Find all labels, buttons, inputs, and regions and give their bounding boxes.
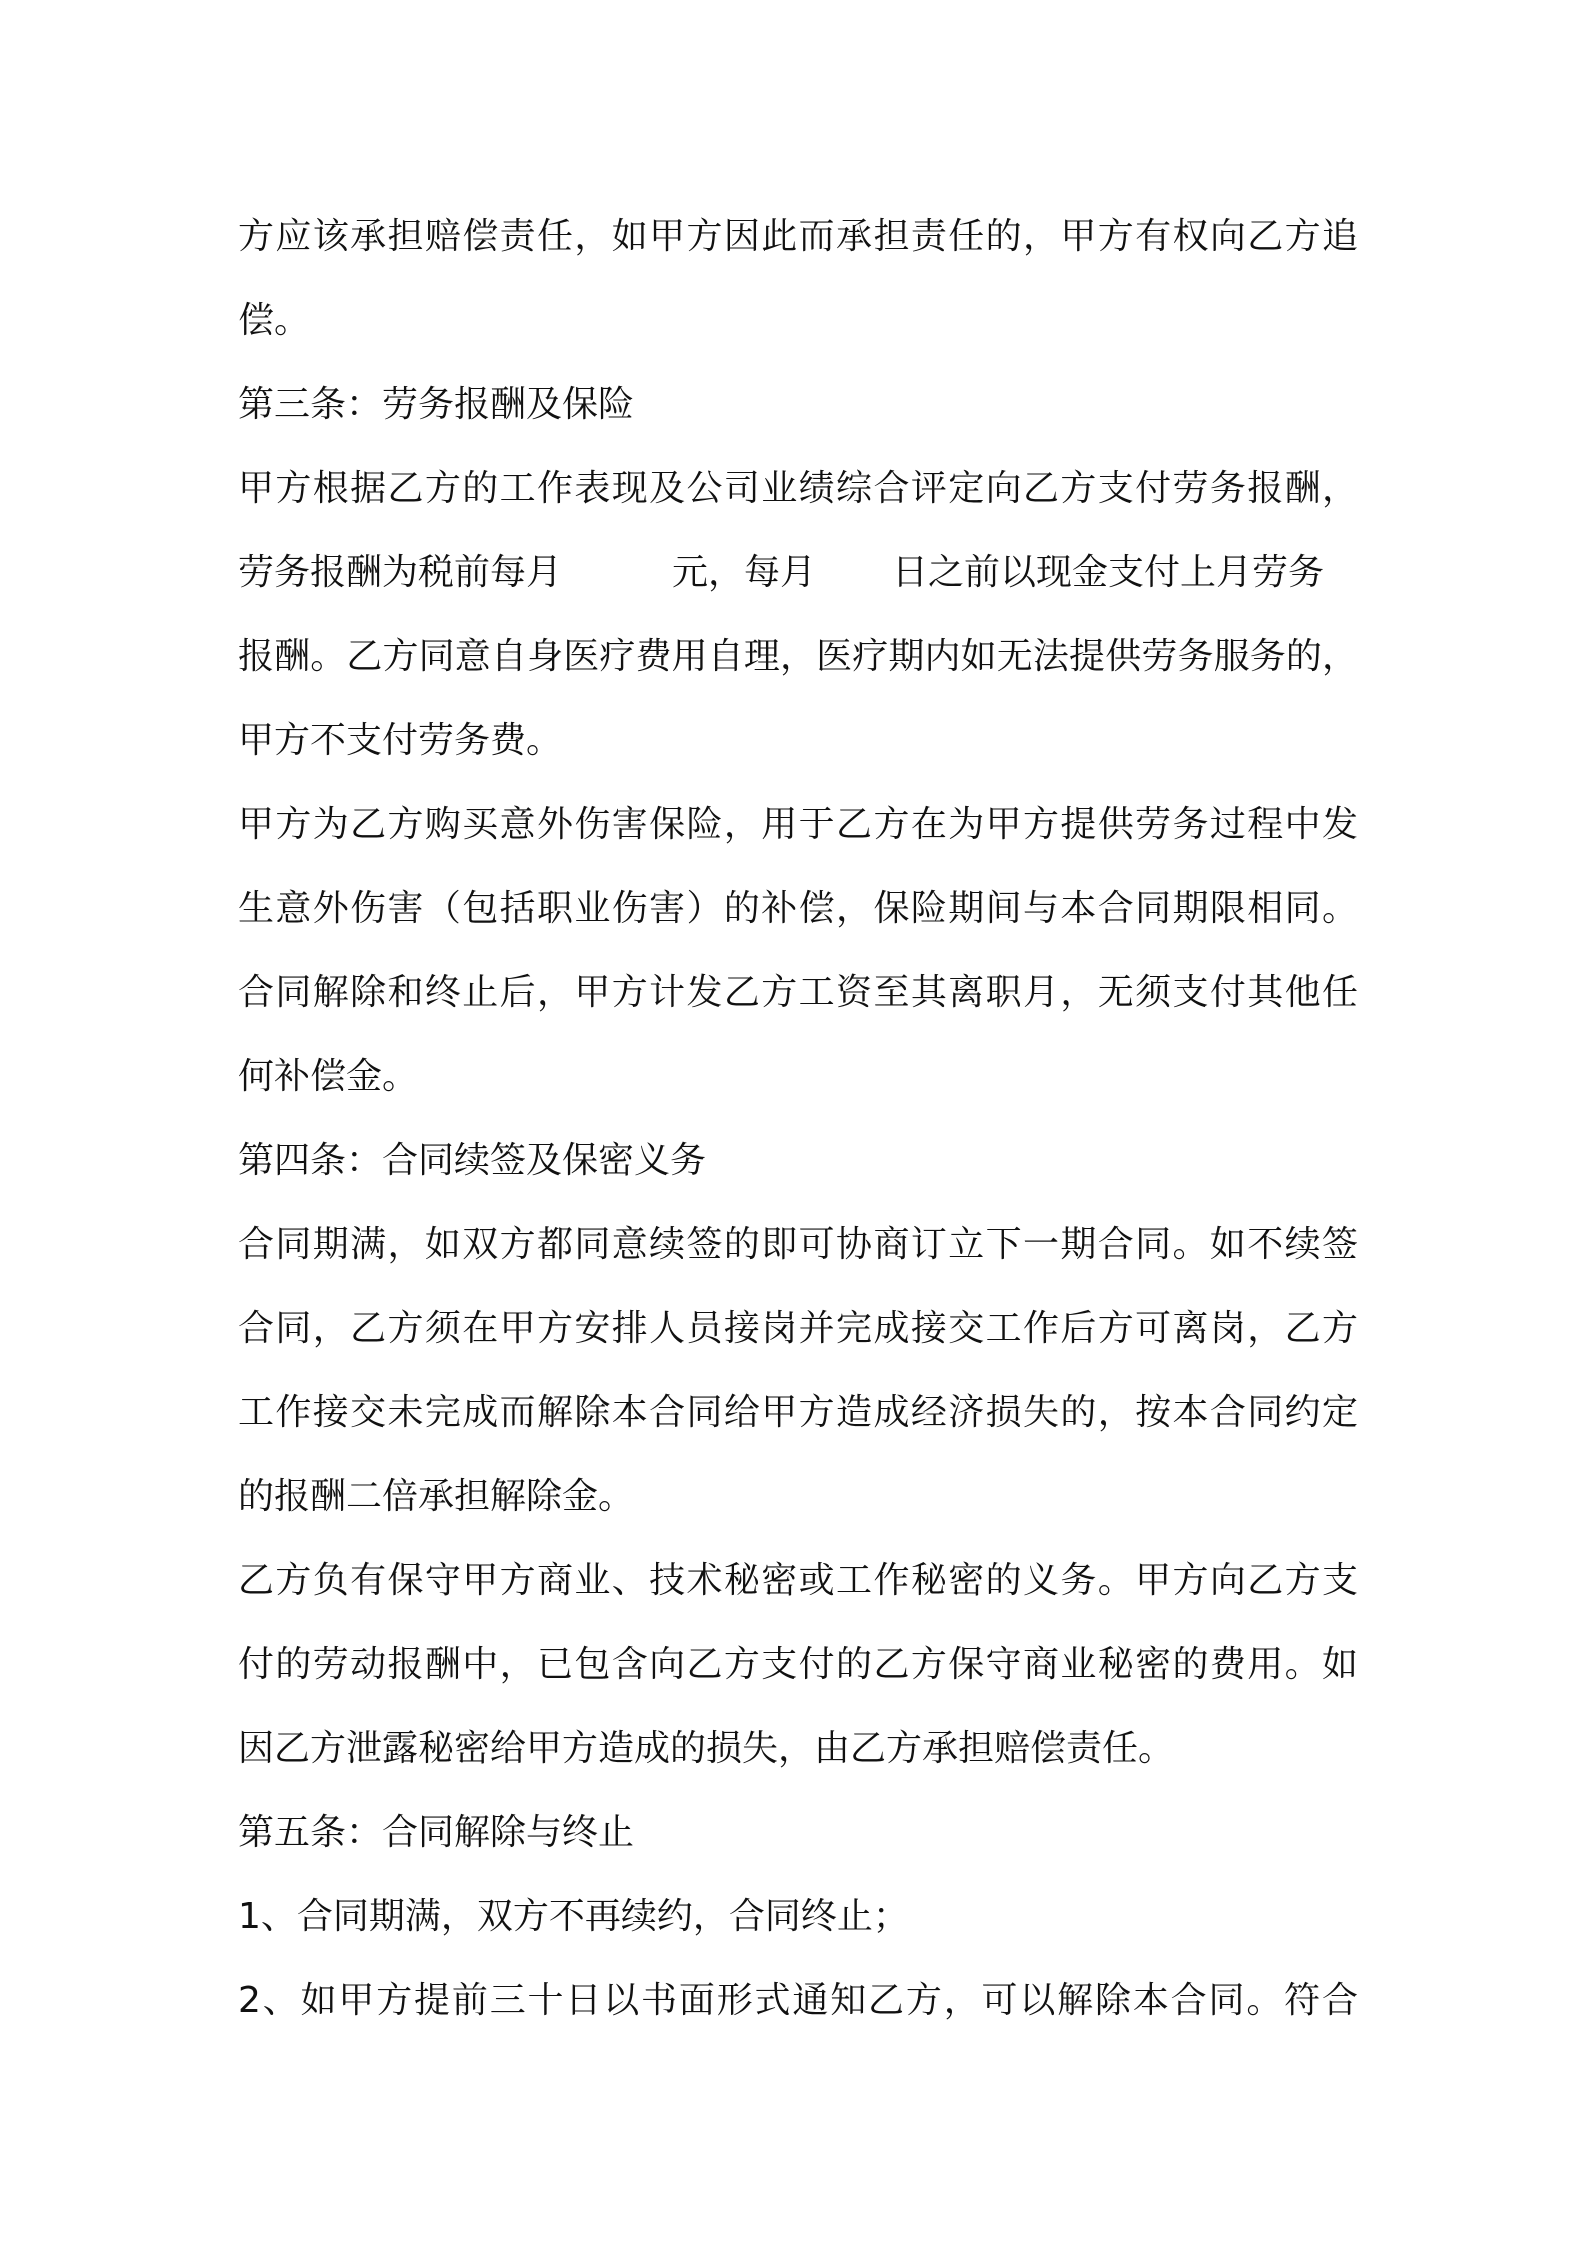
salary-text-part3: 日之前以现金支付上月劳务 [892,552,1325,593]
paragraph-line: 报酬。乙方同意自身医疗费用自理，医疗期内如无法提供劳务服务的， [238,636,1358,677]
paragraph-line: 何补偿金。 [238,1056,419,1097]
paragraph-line: 合同解除和终止后，甲方计发乙方工资至其离职月，无须支付其他任 [238,972,1358,1013]
paragraph-line: 合同，乙方须在甲方安排人员接岗并完成接交工作后方可离岗，乙方 [238,1308,1358,1349]
paragraph-line: 方应该承担赔偿责任，如甲方因此而承担责任的，甲方有权向乙方追 [238,216,1358,257]
salary-line [238,531,1358,615]
paragraph-line: 甲方根据乙方的工作表现及公司业绩综合评定向乙方支付劳务报酬， [238,468,1358,509]
salary-text-part1: 劳务报酬为税前每月 [238,552,563,593]
paragraph-line: 偿。 [238,300,311,341]
paragraph-line: 工作接交未完成而解除本合同给甲方造成经济损失的，按本合同约定 [238,1392,1358,1433]
contract-body [238,195,1358,2043]
paragraph-line: 因乙方泄露秘密给甲方造成的损失，由乙方承担赔偿责任。 [238,1728,1175,1769]
paragraph-line: 甲方不支付劳务费。 [238,720,563,761]
paragraph-line: 乙方负有保守甲方商业、技术秘密或工作秘密的义务。甲方向乙方支 [238,1560,1358,1601]
paragraph-line: 生意外伤害（包括职业伤害）的补偿，保险期间与本合同期限相同。 [238,888,1358,929]
list-item: 1、合同期满，双方不再续约，合同终止； [238,1896,909,1937]
article-four-heading: 第四条：合同续签及保密义务 [238,1140,707,1181]
paragraph-line: 的报酬二倍承担解除金。 [238,1476,635,1517]
paragraph-line: 付的劳动报酬中，已包含向乙方支付的乙方保守商业秘密的费用。如 [238,1644,1358,1685]
paragraph-line: 合同期满，如双方都同意续签的即可协商订立下一期合同。如不续签 [238,1224,1358,1265]
list-item: 2、如甲方提前三十日以书面形式通知乙方，可以解除本合同。符合 [238,1980,1358,2021]
article-three-heading: 第三条：劳务报酬及保险 [238,384,635,425]
salary-text-part2: 元，每月 [672,552,817,593]
article-five-heading: 第五条：合同解除与终止 [238,1812,635,1853]
paragraph-line: 甲方为乙方购买意外伤害保险，用于乙方在为甲方提供劳务过程中发 [238,804,1358,845]
